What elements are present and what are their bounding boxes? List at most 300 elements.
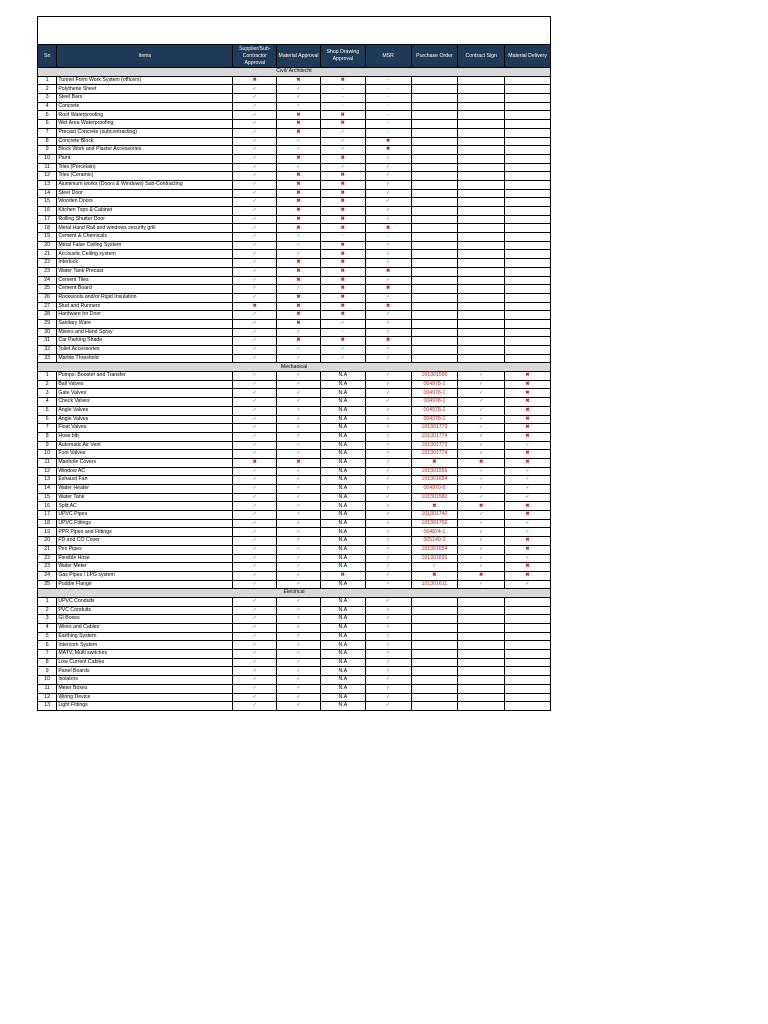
cell-item: GI Boxes: [57, 615, 233, 624]
cell-material: [277, 597, 321, 606]
cell-material: [277, 76, 321, 85]
check-icon: ✓: [385, 450, 391, 457]
cell-item: UPVC Conduits: [57, 597, 233, 606]
table-row: [38, 180, 551, 189]
table-row: [38, 276, 551, 285]
cell-purchase-order: [411, 154, 458, 163]
cell-sn: 13: [38, 180, 57, 189]
check-icon: ✓: [525, 528, 530, 535]
dash-value: -: [341, 328, 344, 335]
check-icon: ✓: [385, 155, 391, 162]
table-row: [38, 163, 551, 172]
cross-icon: ✖: [432, 459, 437, 466]
cell-item: Light Fittings: [57, 702, 233, 711]
check-icon: ✓: [385, 537, 391, 544]
check-icon: ✓: [525, 580, 530, 587]
cell-item: Sanitary Ware: [57, 319, 233, 328]
cell-item: Window AC: [57, 467, 233, 476]
cell-item: Exhaust Fan: [57, 476, 233, 485]
cell-text: N.A: [338, 372, 348, 379]
cell-contract-sign: [458, 267, 505, 276]
cell-msr: [365, 624, 411, 633]
check-icon: ✓: [385, 684, 391, 691]
cell-item: Water Tank Precast: [57, 267, 233, 276]
cell-msr: [365, 702, 411, 711]
cell-material: [277, 398, 321, 407]
check-icon: ✓: [252, 415, 257, 422]
cell-item: Kitchen Tops & Cabinet: [57, 207, 233, 216]
cell-material: [277, 441, 321, 450]
cell-item: Toilet Accessories: [57, 346, 233, 355]
cell-item: Ball Valves: [57, 380, 233, 389]
cell-purchase-order: [411, 667, 458, 676]
cell-shop-drawing: [320, 658, 365, 667]
cell-purchase-order: [411, 676, 458, 685]
cell-purchase-order: [411, 163, 458, 172]
section-title: Electrical: [38, 589, 551, 598]
cell-purchase-order: [411, 702, 458, 711]
cell-supplier: [233, 337, 277, 346]
cell-sn: 14: [38, 189, 57, 198]
cell-material: [277, 163, 321, 172]
check-icon: ✓: [252, 485, 257, 492]
cell-item: Water Heater: [57, 485, 233, 494]
cell-item: UPVC Fittings: [57, 519, 233, 528]
cell-supplier: [233, 502, 277, 511]
cell-sn: 10: [38, 676, 57, 685]
table-row: [38, 667, 551, 676]
cell-material: [277, 519, 321, 528]
check-icon: ✓: [385, 554, 391, 561]
cell-sn: 5: [38, 406, 57, 415]
cell-material: [277, 615, 321, 624]
cell-msr: [365, 676, 411, 685]
check-icon: ✓: [385, 433, 391, 440]
check-icon: ✓: [252, 641, 257, 648]
cell-material: [277, 702, 321, 711]
header-msr: MSR: [365, 45, 411, 68]
cell-contract-sign: [458, 328, 505, 337]
cell-material-delivery: [505, 293, 551, 302]
check-icon: ✓: [385, 372, 391, 379]
cell-sn: 18: [38, 519, 57, 528]
cross-icon: ✖: [340, 198, 345, 205]
cross-icon: ✖: [340, 120, 345, 127]
cell-shop-drawing: [320, 632, 365, 641]
po-number: 101301752: [421, 519, 448, 526]
cell-item: Wooden Doors: [57, 198, 233, 207]
cell-contract-sign: [458, 207, 505, 216]
check-icon: ✓: [479, 433, 484, 440]
cell-contract-sign: [458, 372, 505, 381]
check-icon: ✓: [296, 476, 301, 483]
check-icon: ✓: [296, 537, 301, 544]
cell-msr: [365, 163, 411, 172]
cross-icon: ✖: [525, 459, 530, 466]
cell-text: N.A: [338, 641, 348, 648]
tracking-table: [37, 44, 551, 711]
check-icon: ✓: [479, 406, 484, 413]
cell-material: [277, 128, 321, 137]
check-icon: ✓: [385, 485, 391, 492]
check-icon: ✓: [479, 424, 484, 431]
cell-sn: 22: [38, 554, 57, 563]
table-row: [38, 632, 551, 641]
cell-msr: [365, 311, 411, 320]
cell-supplier: [233, 328, 277, 337]
cell-sn: 19: [38, 233, 57, 242]
cell-shop-drawing: [320, 328, 365, 337]
cell-contract-sign: [458, 424, 505, 433]
cell-shop-drawing: [320, 372, 365, 381]
cell-msr: [365, 580, 411, 589]
cell-contract-sign: [458, 684, 505, 693]
cell-material: [277, 693, 321, 702]
cell-purchase-order: [411, 580, 458, 589]
cross-icon: ✖: [340, 241, 345, 248]
cell-supplier: [233, 319, 277, 328]
cell-purchase-order: [411, 94, 458, 103]
cell-item: Automatic Air Vent: [57, 441, 233, 450]
cell-supplier: [233, 215, 277, 224]
cell-shop-drawing: [320, 146, 365, 155]
cell-contract-sign: [458, 163, 505, 172]
table-row: [38, 467, 551, 476]
cross-icon: ✖: [296, 311, 301, 318]
cell-purchase-order: [411, 563, 458, 572]
cross-icon: ✖: [479, 459, 484, 466]
table-row: [38, 606, 551, 615]
cell-item: Interlock: [57, 259, 233, 268]
cell-material: [277, 328, 321, 337]
table-row: [38, 650, 551, 659]
cell-msr: [365, 102, 411, 111]
cell-material-delivery: [505, 85, 551, 94]
cell-sn: 9: [38, 146, 57, 155]
cell-msr: [365, 511, 411, 520]
cell-material: [277, 180, 321, 189]
check-icon: ✓: [385, 424, 391, 431]
cell-material-delivery: [505, 571, 551, 580]
cross-icon: ✖: [296, 155, 301, 162]
dash-value: -: [341, 233, 344, 240]
cell-msr: [365, 76, 411, 85]
cell-contract-sign: [458, 658, 505, 667]
cell-material-delivery: [505, 528, 551, 537]
cell-text: N.A: [338, 693, 348, 700]
check-icon: ✓: [479, 537, 484, 544]
cell-contract-sign: [458, 319, 505, 328]
cell-sn: 20: [38, 241, 57, 250]
check-icon: ✓: [479, 528, 484, 535]
table-row: [38, 172, 551, 181]
check-icon: ✓: [479, 545, 484, 552]
dash-value: -: [341, 102, 344, 109]
po-number: 004978-1: [423, 389, 446, 396]
check-icon: ✓: [296, 545, 301, 552]
cell-text: N.A: [338, 702, 348, 709]
cell-text: N.A: [338, 441, 348, 448]
cell-contract-sign: [458, 554, 505, 563]
cell-sn: 8: [38, 658, 57, 667]
cell-material: [277, 146, 321, 155]
cell-text: N.A: [338, 606, 348, 613]
cell-material-delivery: [505, 180, 551, 189]
dash-value: -: [387, 94, 389, 101]
dash-value: -: [387, 111, 389, 118]
check-icon: ✓: [296, 493, 301, 500]
cell-shop-drawing: [320, 389, 365, 398]
cell-material: [277, 554, 321, 563]
check-icon: ✓: [296, 424, 301, 431]
check-icon: ✓: [296, 163, 301, 170]
cell-material: [277, 259, 321, 268]
table-row: [38, 189, 551, 198]
cross-icon: ✖: [340, 285, 345, 292]
cell-material: [277, 493, 321, 502]
cell-supplier: [233, 389, 277, 398]
cell-shop-drawing: [320, 354, 365, 363]
cell-purchase-order: [411, 502, 458, 511]
cell-material-delivery: [505, 163, 551, 172]
cell-material-delivery: [505, 207, 551, 216]
check-icon: ✓: [252, 181, 257, 188]
check-icon: ✓: [385, 389, 391, 396]
check-icon: ✓: [296, 615, 301, 622]
cell-shop-drawing: [320, 511, 365, 520]
cell-purchase-order: [411, 424, 458, 433]
cell-material-delivery: [505, 658, 551, 667]
cross-icon: ✖: [296, 276, 301, 283]
table-row: [38, 354, 551, 363]
check-icon: ✓: [479, 511, 484, 518]
cell-shop-drawing: [320, 571, 365, 580]
header-material-delivery: Material Delivery: [505, 45, 551, 68]
check-icon: ✓: [252, 380, 257, 387]
table-row: [38, 128, 551, 137]
cell-material: [277, 293, 321, 302]
cell-shop-drawing: [320, 250, 365, 259]
table-row: [38, 328, 551, 337]
check-icon: ✓: [296, 85, 301, 92]
check-icon: ✓: [296, 389, 301, 396]
check-icon: ✓: [252, 398, 257, 405]
check-icon: ✓: [296, 572, 301, 579]
cell-supplier: [233, 615, 277, 624]
cell-material-delivery: [505, 545, 551, 554]
cell-supplier: [233, 346, 277, 355]
cell-sn: 11: [38, 684, 57, 693]
check-icon: ✓: [525, 441, 530, 448]
check-icon: ✓: [296, 94, 301, 101]
check-icon: ✓: [252, 615, 257, 622]
check-icon: ✓: [296, 667, 301, 674]
cell-contract-sign: [458, 120, 505, 129]
check-icon: ✓: [296, 528, 301, 535]
check-icon: ✓: [252, 528, 257, 535]
cross-icon: ✖: [525, 398, 530, 405]
check-icon: ✓: [385, 380, 391, 387]
cell-material: [277, 676, 321, 685]
cell-sn: 15: [38, 198, 57, 207]
cell-material-delivery: [505, 398, 551, 407]
cell-supplier: [233, 485, 277, 494]
cell-material-delivery: [505, 676, 551, 685]
cell-sn: 25: [38, 285, 57, 294]
cell-sn: 1: [38, 372, 57, 381]
cell-supplier: [233, 293, 277, 302]
cell-sn: 8: [38, 137, 57, 146]
po-number: 101301654: [421, 476, 448, 483]
check-icon: ✓: [252, 598, 257, 605]
cross-icon: ✖: [296, 302, 301, 309]
check-icon: ✓: [296, 554, 301, 561]
cell-item: Water Tank: [57, 493, 233, 502]
cell-item: Wiring Device: [57, 693, 233, 702]
cell-purchase-order: [411, 624, 458, 633]
cell-supplier: [233, 189, 277, 198]
check-icon: ✓: [252, 537, 257, 544]
cell-msr: [365, 458, 411, 467]
cell-shop-drawing: [320, 311, 365, 320]
cell-item: Rockwools and/or Rigid Insulation: [57, 293, 233, 302]
cross-icon: ✖: [296, 189, 301, 196]
check-icon: ✓: [252, 667, 257, 674]
cell-material: [277, 624, 321, 633]
cell-purchase-order: [411, 554, 458, 563]
cell-purchase-order: [411, 328, 458, 337]
check-icon: ✓: [385, 624, 391, 631]
po-number: 004978-1: [423, 398, 446, 405]
check-icon: ✓: [252, 658, 257, 665]
cell-msr: [365, 415, 411, 424]
cell-shop-drawing: [320, 85, 365, 94]
cell-material: [277, 458, 321, 467]
check-icon: ✓: [252, 328, 257, 335]
cross-icon: ✖: [340, 311, 345, 318]
table-row: [38, 293, 551, 302]
po-number: 101301773: [421, 424, 448, 431]
cell-supplier: [233, 658, 277, 667]
cell-sn: 4: [38, 624, 57, 633]
cell-material: [277, 545, 321, 554]
cell-item: Meter Boxes: [57, 684, 233, 693]
cell-shop-drawing: [320, 128, 365, 137]
cell-sn: 24: [38, 571, 57, 580]
cell-item: MATV, Multi switches: [57, 650, 233, 659]
check-icon: ✓: [385, 632, 391, 639]
cell-material-delivery: [505, 111, 551, 120]
check-icon: ✓: [385, 398, 391, 405]
table-row: [38, 519, 551, 528]
cross-icon: ✖: [296, 259, 301, 266]
table-row: [38, 398, 551, 407]
cross-icon: ✖: [340, 267, 345, 274]
cell-msr: [365, 502, 411, 511]
cell-shop-drawing: [320, 267, 365, 276]
cell-supplier: [233, 641, 277, 650]
cell-sn: 8: [38, 432, 57, 441]
cell-material-delivery: [505, 224, 551, 233]
cell-text: N.A: [338, 415, 348, 422]
cell-purchase-order: [411, 241, 458, 250]
cell-msr: [365, 467, 411, 476]
cell-supplier: [233, 667, 277, 676]
cross-icon: ✖: [525, 424, 530, 431]
cell-material: [277, 485, 321, 494]
cell-text: N.A: [338, 398, 348, 405]
check-icon: ✓: [252, 163, 257, 170]
cross-icon: ✖: [296, 337, 301, 344]
cell-supplier: [233, 424, 277, 433]
cell-contract-sign: [458, 311, 505, 320]
check-icon: ✓: [340, 137, 345, 144]
cell-supplier: [233, 302, 277, 311]
check-icon: ✓: [385, 693, 391, 700]
cross-icon: ✖: [252, 76, 257, 83]
cell-msr: [365, 215, 411, 224]
cross-icon: ✖: [296, 267, 301, 274]
check-icon: ✓: [340, 146, 345, 153]
check-icon: ✓: [385, 459, 391, 466]
table-row: [38, 580, 551, 589]
header-shop-drawing: Shop Drawing Approval: [320, 45, 365, 68]
header-purchase-order: Purchase Order: [411, 45, 458, 68]
cell-contract-sign: [458, 215, 505, 224]
cell-item: Tiles (Ceramic): [57, 172, 233, 181]
table-row: [38, 493, 551, 502]
cell-sn: 2: [38, 380, 57, 389]
check-icon: ✓: [296, 684, 301, 691]
cross-icon: ✖: [525, 450, 530, 457]
cell-material: [277, 285, 321, 294]
po-number: 101301773: [421, 441, 448, 448]
cell-purchase-order: [411, 458, 458, 467]
cell-msr: [365, 632, 411, 641]
check-icon: ✓: [252, 372, 257, 379]
cell-supplier: [233, 519, 277, 528]
check-icon: ✓: [479, 563, 484, 570]
cell-text: N.A: [338, 624, 348, 631]
cell-sn: 14: [38, 485, 57, 494]
dash-value: -: [387, 102, 389, 109]
cell-item: Polythene Sheet: [57, 85, 233, 94]
cell-contract-sign: [458, 241, 505, 250]
check-icon: ✓: [525, 493, 530, 500]
cell-item: PPR Pipes and Fittings: [57, 528, 233, 537]
table-row: [38, 450, 551, 459]
cell-purchase-order: [411, 293, 458, 302]
cell-shop-drawing: [320, 241, 365, 250]
cell-shop-drawing: [320, 207, 365, 216]
check-icon: ✓: [252, 94, 257, 101]
cell-material: [277, 372, 321, 381]
check-icon: ✓: [252, 650, 257, 657]
table-row: [38, 693, 551, 702]
cross-icon: ✖: [525, 537, 530, 544]
check-icon: ✓: [252, 545, 257, 552]
cell-sn: 2: [38, 606, 57, 615]
cell-contract-sign: [458, 502, 505, 511]
cell-contract-sign: [458, 458, 505, 467]
cell-msr: [365, 441, 411, 450]
cell-text: N.A: [338, 450, 348, 457]
check-icon: ✓: [385, 311, 391, 318]
cell-supplier: [233, 154, 277, 163]
check-icon: ✓: [252, 137, 257, 144]
cell-text: N.A: [338, 389, 348, 396]
cell-supplier: [233, 606, 277, 615]
